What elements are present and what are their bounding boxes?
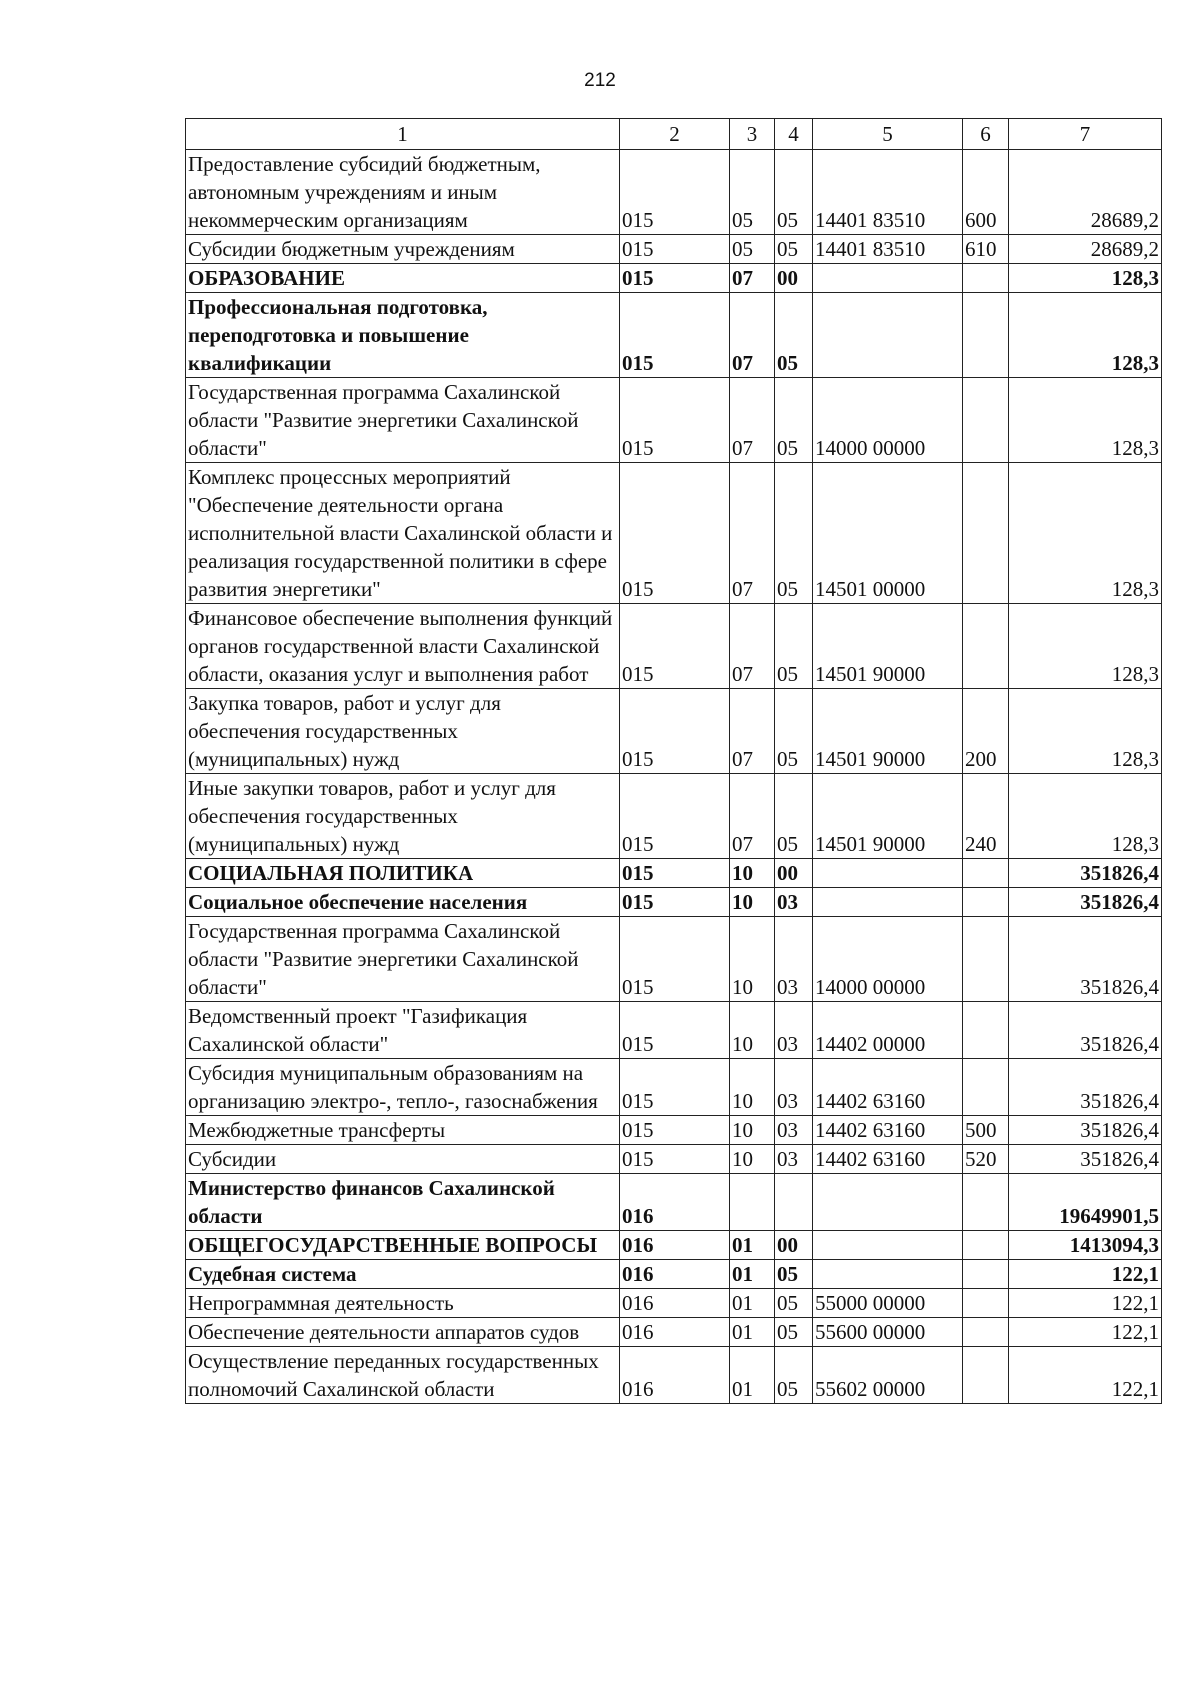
row-target-code: 14402 63160: [813, 1116, 963, 1145]
row-target-code: [813, 1231, 963, 1260]
row-target-code: 14402 63160: [813, 1059, 963, 1116]
row-target-code: 55600 00000: [813, 1318, 963, 1347]
header-row: [186, 119, 1162, 150]
row-amount: 351826,4: [1009, 1002, 1162, 1059]
row-ministry-code: 015: [620, 378, 730, 463]
table-row: [186, 888, 1162, 917]
row-target-code: 14000 00000: [813, 917, 963, 1002]
row-name: Ведомственный проект "Газификация Сахалинской области": [186, 1002, 620, 1059]
row-target-code: [813, 293, 963, 378]
row-expense-type-code: [963, 1260, 1009, 1289]
header-col-6: 6: [963, 119, 1009, 150]
row-name: Министерство финансов Сахалинской области: [186, 1174, 620, 1231]
row-section-code: 07: [730, 378, 775, 463]
row-ministry-code: 015: [620, 1059, 730, 1116]
row-amount: 122,1: [1009, 1289, 1162, 1318]
row-subsection-code: 00: [775, 1231, 813, 1260]
row-expense-type-code: [963, 1002, 1009, 1059]
row-amount: 28689,2: [1009, 150, 1162, 235]
header-col-2: 2: [620, 119, 730, 150]
row-section-code: 07: [730, 689, 775, 774]
row-expense-type-code: [963, 293, 1009, 378]
row-section-code: [730, 1174, 775, 1231]
row-section-code: 01: [730, 1318, 775, 1347]
row-subsection-code: 05: [775, 1289, 813, 1318]
row-name: Государственная программа Сахалинской области "Развитие энергетики Сахалинской области": [186, 378, 620, 463]
row-name: Закупка товаров, работ и услуг для обеспечения государственных (муниципальных) нужд: [186, 689, 620, 774]
row-name: Субсидии бюджетным учреждениям: [186, 235, 620, 264]
row-section-code: 10: [730, 1145, 775, 1174]
row-expense-type-code: [963, 859, 1009, 888]
row-subsection-code: 05: [775, 604, 813, 689]
row-target-code: [813, 888, 963, 917]
row-expense-type-code: [963, 1318, 1009, 1347]
row-subsection-code: 05: [775, 689, 813, 774]
row-subsection-code: 00: [775, 264, 813, 293]
row-expense-type-code: [963, 604, 1009, 689]
row-subsection-code: [775, 1174, 813, 1231]
row-subsection-code: 03: [775, 1116, 813, 1145]
row-ministry-code: 015: [620, 774, 730, 859]
row-name: Субсидии: [186, 1145, 620, 1174]
row-name: Межбюджетные трансферты: [186, 1116, 620, 1145]
row-amount: 1413094,3: [1009, 1231, 1162, 1260]
row-expense-type-code: 610: [963, 235, 1009, 264]
row-expense-type-code: [963, 1347, 1009, 1404]
row-ministry-code: 015: [620, 917, 730, 1002]
row-section-code: 07: [730, 604, 775, 689]
row-subsection-code: 05: [775, 293, 813, 378]
row-section-code: 01: [730, 1289, 775, 1318]
row-expense-type-code: 600: [963, 150, 1009, 235]
table-row: [186, 463, 1162, 604]
row-name: Социальное обеспечение населения: [186, 888, 620, 917]
row-expense-type-code: 200: [963, 689, 1009, 774]
row-subsection-code: 05: [775, 774, 813, 859]
row-ministry-code: 015: [620, 1002, 730, 1059]
row-subsection-code: 03: [775, 917, 813, 1002]
row-amount: 351826,4: [1009, 859, 1162, 888]
row-ministry-code: 015: [620, 1116, 730, 1145]
row-ministry-code: 015: [620, 293, 730, 378]
row-subsection-code: 05: [775, 378, 813, 463]
table-row: [186, 859, 1162, 888]
row-amount: 351826,4: [1009, 888, 1162, 917]
row-section-code: 10: [730, 1059, 775, 1116]
row-ministry-code: 016: [620, 1318, 730, 1347]
row-amount: 351826,4: [1009, 1116, 1162, 1145]
row-name: Государственная программа Сахалинской области "Развитие энергетики Сахалинской области": [186, 917, 620, 1002]
row-name: Обеспечение деятельности аппаратов судов: [186, 1318, 620, 1347]
row-expense-type-code: 520: [963, 1145, 1009, 1174]
row-amount: 128,3: [1009, 293, 1162, 378]
row-ministry-code: 015: [620, 235, 730, 264]
page-number: 212: [584, 70, 616, 91]
row-amount: 128,3: [1009, 378, 1162, 463]
row-ministry-code: 015: [620, 689, 730, 774]
row-target-code: [813, 264, 963, 293]
header-col-3: 3: [730, 119, 775, 150]
row-subsection-code: 03: [775, 1002, 813, 1059]
row-section-code: 10: [730, 917, 775, 1002]
table-row: [186, 235, 1162, 264]
row-subsection-code: 05: [775, 1260, 813, 1289]
budget-table: [185, 118, 1162, 1404]
row-target-code: 14501 90000: [813, 774, 963, 859]
table-row: [186, 1289, 1162, 1318]
row-amount: 128,3: [1009, 264, 1162, 293]
row-ministry-code: 015: [620, 463, 730, 604]
table-row: [186, 378, 1162, 463]
row-subsection-code: 05: [775, 235, 813, 264]
row-target-code: 55000 00000: [813, 1289, 963, 1318]
row-name: ОБРАЗОВАНИЕ: [186, 264, 620, 293]
row-target-code: 14402 00000: [813, 1002, 963, 1059]
row-ministry-code: 015: [620, 888, 730, 917]
table-row: [186, 1260, 1162, 1289]
table-row: [186, 917, 1162, 1002]
row-target-code: 14402 63160: [813, 1145, 963, 1174]
row-expense-type-code: [963, 1289, 1009, 1318]
row-name: Предоставление субсидий бюджетным, автономным учреждениям и иным некоммерческим организациям: [186, 150, 620, 235]
row-name: Субсидия муниципальным образованиям на организацию электро-, тепло-, газоснабжения: [186, 1059, 620, 1116]
row-amount: 128,3: [1009, 463, 1162, 604]
row-target-code: 14501 90000: [813, 689, 963, 774]
row-name: Непрограммная деятельность: [186, 1289, 620, 1318]
row-name: Комплекс процессных мероприятий "Обеспечение деятельности органа исполнительной власти Сахалинской области и реализация государственной политики в сфере развития энергетики": [186, 463, 620, 604]
row-section-code: 05: [730, 150, 775, 235]
table-row: [186, 293, 1162, 378]
row-section-code: 10: [730, 1116, 775, 1145]
row-subsection-code: 05: [775, 150, 813, 235]
row-expense-type-code: [963, 264, 1009, 293]
row-section-code: 10: [730, 888, 775, 917]
row-name: Финансовое обеспечение выполнения функций органов государственной власти Сахалинской области, оказания услуг и выполнения работ: [186, 604, 620, 689]
row-amount: 351826,4: [1009, 1059, 1162, 1116]
row-amount: 128,3: [1009, 689, 1162, 774]
row-amount: 122,1: [1009, 1318, 1162, 1347]
row-target-code: [813, 1260, 963, 1289]
table-row: [186, 1116, 1162, 1145]
row-subsection-code: 03: [775, 1145, 813, 1174]
row-target-code: 14501 90000: [813, 604, 963, 689]
row-expense-type-code: [963, 463, 1009, 604]
row-section-code: 07: [730, 463, 775, 604]
row-subsection-code: 00: [775, 859, 813, 888]
row-expense-type-code: [963, 888, 1009, 917]
row-section-code: 10: [730, 1002, 775, 1059]
header-col-1: 1: [186, 119, 620, 150]
row-section-code: 07: [730, 293, 775, 378]
row-ministry-code: 015: [620, 1145, 730, 1174]
row-subsection-code: 03: [775, 888, 813, 917]
table-row: [186, 264, 1162, 293]
header-col-5: 5: [813, 119, 963, 150]
row-section-code: 01: [730, 1231, 775, 1260]
table-row: [186, 1318, 1162, 1347]
table-row: [186, 150, 1162, 235]
row-expense-type-code: [963, 1231, 1009, 1260]
row-ministry-code: 016: [620, 1174, 730, 1231]
row-name: Осуществление переданных государственных полномочий Сахалинской области: [186, 1347, 620, 1404]
row-name: СОЦИАЛЬНАЯ ПОЛИТИКА: [186, 859, 620, 888]
row-ministry-code: 016: [620, 1231, 730, 1260]
row-section-code: 01: [730, 1347, 775, 1404]
table-row: [186, 1059, 1162, 1116]
table-row: [186, 774, 1162, 859]
row-section-code: 05: [730, 235, 775, 264]
row-expense-type-code: [963, 1174, 1009, 1231]
header-col-7: 7: [1009, 119, 1162, 150]
row-expense-type-code: [963, 917, 1009, 1002]
row-expense-type-code: 240: [963, 774, 1009, 859]
row-expense-type-code: [963, 378, 1009, 463]
row-target-code: 14000 00000: [813, 378, 963, 463]
row-amount: 351826,4: [1009, 1145, 1162, 1174]
row-ministry-code: 015: [620, 604, 730, 689]
row-subsection-code: 05: [775, 1318, 813, 1347]
row-name: Иные закупки товаров, работ и услуг для обеспечения государственных (муниципальных) нужд: [186, 774, 620, 859]
header-col-4: 4: [775, 119, 813, 150]
row-ministry-code: 016: [620, 1289, 730, 1318]
row-amount: 122,1: [1009, 1347, 1162, 1404]
row-name: ОБЩЕГОСУДАРСТВЕННЫЕ ВОПРОСЫ: [186, 1231, 620, 1260]
table-body: [186, 150, 1162, 1404]
row-amount: 122,1: [1009, 1260, 1162, 1289]
row-target-code: 14401 83510: [813, 235, 963, 264]
row-section-code: 07: [730, 774, 775, 859]
row-expense-type-code: 500: [963, 1116, 1009, 1145]
table-row: [186, 1174, 1162, 1231]
row-section-code: 10: [730, 859, 775, 888]
row-section-code: 07: [730, 264, 775, 293]
row-target-code: 14401 83510: [813, 150, 963, 235]
table-row: [186, 604, 1162, 689]
row-ministry-code: 015: [620, 264, 730, 293]
row-ministry-code: 015: [620, 859, 730, 888]
row-amount: 19649901,5: [1009, 1174, 1162, 1231]
table-row: [186, 1347, 1162, 1404]
row-target-code: 14501 00000: [813, 463, 963, 604]
row-target-code: [813, 1174, 963, 1231]
row-amount: 128,3: [1009, 774, 1162, 859]
table-row: [186, 689, 1162, 774]
table-row: [186, 1231, 1162, 1260]
table-row: [186, 1002, 1162, 1059]
row-section-code: 01: [730, 1260, 775, 1289]
row-name: Профессиональная подготовка, переподготовка и повышение квалификации: [186, 293, 620, 378]
row-subsection-code: 05: [775, 1347, 813, 1404]
row-ministry-code: 016: [620, 1260, 730, 1289]
row-subsection-code: 05: [775, 463, 813, 604]
row-target-code: 55602 00000: [813, 1347, 963, 1404]
row-target-code: [813, 859, 963, 888]
row-amount: 128,3: [1009, 604, 1162, 689]
row-expense-type-code: [963, 1059, 1009, 1116]
row-ministry-code: 015: [620, 150, 730, 235]
row-ministry-code: 016: [620, 1347, 730, 1404]
row-amount: 351826,4: [1009, 917, 1162, 1002]
row-amount: 28689,2: [1009, 235, 1162, 264]
row-subsection-code: 03: [775, 1059, 813, 1116]
table-row: [186, 1145, 1162, 1174]
row-name: Судебная система: [186, 1260, 620, 1289]
